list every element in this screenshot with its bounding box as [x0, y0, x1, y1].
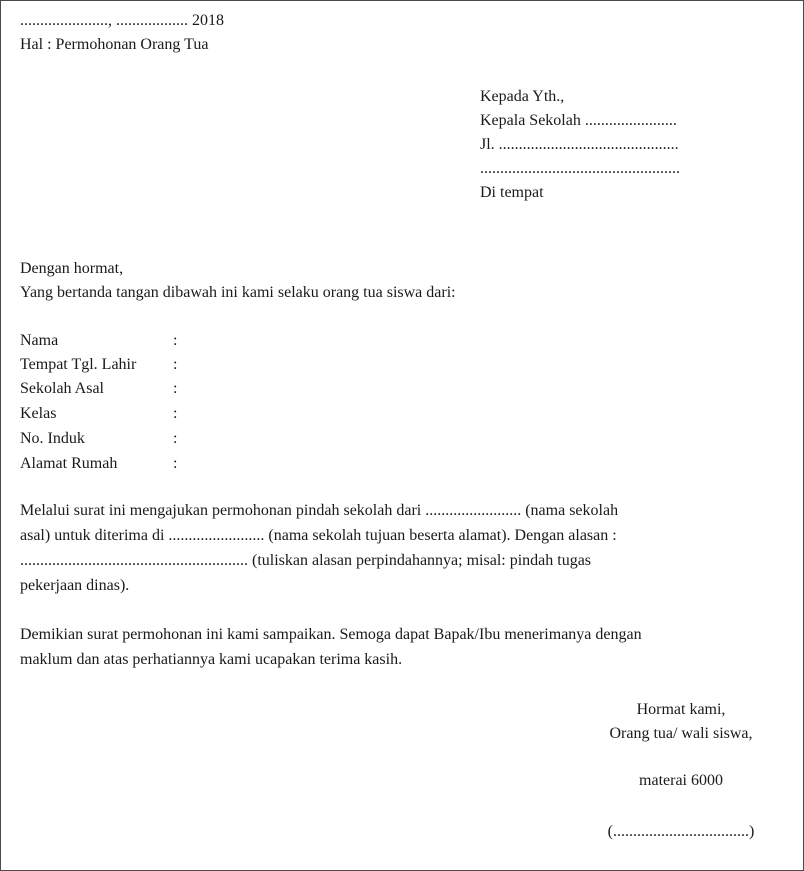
recipient-greeting: Kepada Yth.,	[480, 88, 565, 105]
field-label-sekolah-asal: Sekolah Asal	[20, 380, 104, 397]
salutation: Dengan hormat,	[20, 260, 124, 277]
intro-sentence: Yang bertanda tangan dibawah ini kami selaku orang tua siswa dari:	[20, 284, 456, 301]
field-colon: :	[173, 405, 178, 422]
recipient-title: Kepala Sekolah .......................	[480, 112, 677, 129]
subject-line: Hal : Permohonan Orang Tua	[20, 36, 209, 53]
body-paragraph-1-line-2: asal) untuk diterima di ........................ (nama sekolah tujuan beserta alamat). Dengan alasan :	[20, 527, 617, 544]
field-label-tempat-tgl-lahir: Tempat Tgl. Lahir	[20, 356, 137, 373]
field-label-kelas: Kelas	[20, 405, 57, 422]
recipient-street: Jl. .............................................	[480, 136, 679, 153]
date-line: ......................, .................. 2018	[20, 12, 224, 29]
field-colon: :	[173, 356, 178, 373]
body-paragraph-2-line-1: Demikian surat permohonan ini kami sampaikan. Semoga dapat Bapak/Ibu menerimanya dengan	[20, 626, 642, 643]
signature-closing: Hormat kami,	[636, 701, 726, 718]
field-colon: :	[173, 380, 178, 397]
recipient-address-extra: ..................................................	[480, 160, 680, 177]
field-colon: :	[173, 332, 178, 349]
field-label-no-induk: No. Induk	[20, 430, 85, 447]
field-colon: :	[173, 430, 178, 447]
body-paragraph-1-line-4: pekerjaan dinas).	[20, 577, 130, 594]
signature-stamp: materai 6000	[639, 772, 723, 789]
body-paragraph-1-line-1: Melalui surat ini mengajukan permohonan pindah sekolah dari ........................ (nama sekolah	[20, 502, 619, 519]
body-paragraph-1-line-3: ......................................................... (tuliskan alasan perpindahannya; misal: pindah tugas	[20, 552, 592, 569]
signature-name-line: (..................................)	[607, 823, 755, 840]
field-label-nama: Nama	[20, 332, 59, 349]
body-paragraph-2-line-2: maklum dan atas perhatiannya kami ucapakan terima kasih.	[20, 651, 403, 668]
recipient-location: Di tempat	[480, 184, 544, 201]
signature-role: Orang tua/ wali siswa,	[609, 725, 753, 742]
field-label-alamat-rumah: Alamat Rumah	[20, 455, 118, 472]
field-colon: :	[173, 455, 178, 472]
